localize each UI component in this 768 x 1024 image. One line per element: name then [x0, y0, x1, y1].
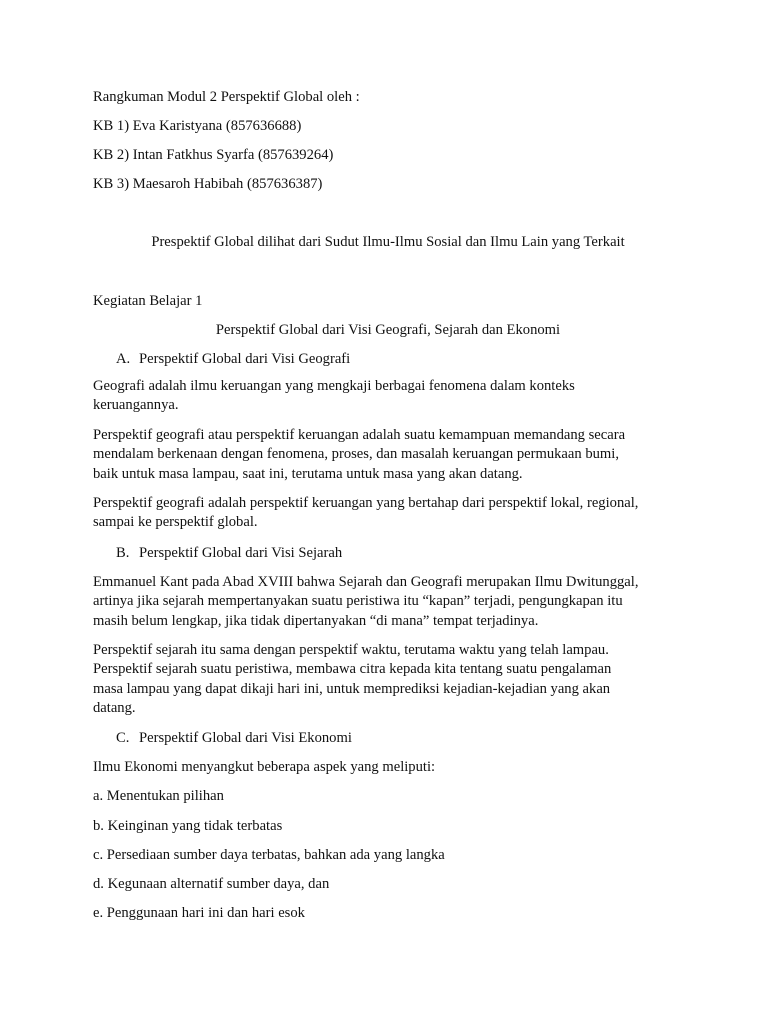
section-c-heading: [116, 728, 352, 748]
list-item: b. Keinginan yang tidak terbatas: [93, 818, 283, 834]
paragraph-line: Perspektif geografi adalah perspektif keruangan yang bertahap dari perspektif lokal, regional,: [93, 495, 639, 511]
list-item: d. Kegunaan alternatif sumber daya, dan: [93, 876, 330, 892]
paragraph-line: artinya jika sejarah mempertanyakan suatu peristiwa itu “kapan” terjadi, pengungkapan itu: [93, 593, 623, 610]
author-line-1: KB 1) Eva Karistyana (857636688): [93, 118, 302, 134]
list-item: e. Penggunaan hari ini dan hari esok: [93, 905, 305, 921]
document-header-title: Rangkuman Modul 2 Perspektif Global oleh :: [93, 89, 360, 105]
section-b-heading: [116, 543, 342, 563]
paragraph-line: Perspektif sejarah itu sama dengan perspektif waktu, terutama waktu yang telah lampau.: [93, 642, 609, 658]
paragraph-line: Geografi adalah ilmu keruangan yang mengkaji berbagai fenomena dalam konteks: [93, 378, 575, 394]
section-b-paragraph-2: [93, 641, 693, 719]
paragraph-line: masa lampau yang dapat dikaji hari ini, untuk memprediksi kejadian-kejadian yang akan: [93, 680, 611, 697]
section-a-paragraph-1: [93, 377, 693, 416]
paragraph-line: Emmanuel Kant pada Abad XVIII bahwa Sejarah dan Geografi merupakan Ilmu Dwitunggal,: [93, 574, 639, 590]
section-a-paragraph-3: [93, 494, 693, 533]
section-a-paragraph-2: [93, 426, 693, 484]
section-b-marker: B.: [116, 545, 130, 561]
section-c-title: Perspektif Global dari Visi Ekonomi: [139, 730, 352, 746]
section-c-intro: Ilmu Ekonomi menyangkut beberapa aspek yang meliputi:: [93, 759, 436, 775]
kegiatan-label: Kegiatan Belajar 1: [93, 293, 203, 309]
author-line-3: KB 3) Maesaroh Habibah (857636387): [93, 176, 323, 192]
paragraph-line: keruangannya.: [93, 397, 179, 414]
section-a-title: Perspektif Global dari Visi Geografi: [139, 351, 351, 367]
section-a-heading: [116, 349, 350, 369]
section-c-marker: C.: [116, 730, 130, 746]
list-item: a. Menentukan pilihan: [93, 788, 224, 804]
section-a-marker: A.: [116, 351, 131, 367]
kegiatan-subtitle: Perspektif Global dari Visi Geografi, Sejarah dan Ekonomi: [215, 322, 561, 338]
paragraph-line: datang.: [93, 700, 136, 717]
author-line-2: KB 2) Intan Fatkhus Syarfa (857639264): [93, 147, 334, 163]
section-b-title: Perspektif Global dari Visi Sejarah: [139, 545, 343, 561]
paragraph-line: sampai ke perspektif global.: [93, 514, 258, 531]
paragraph-line: masih belum lengkap, jika tidak dipertanyakan “di mana” tempat terjadinya.: [93, 612, 539, 629]
paragraph-line: baik untuk masa lampau, saat ini, terutama untuk masa yang akan datang.: [93, 465, 523, 482]
paragraph-line: Perspektif geografi atau perspektif keruangan adalah suatu kemampuan memandang secara: [93, 427, 626, 443]
main-title: Prespektif Global dilihat dari Sudut Ilmu-Ilmu Sosial dan Ilmu Lain yang Terkait: [151, 234, 625, 250]
paragraph-line: Perspektif sejarah suatu peristiwa, membawa citra kepada kita tentang suatu pengalaman: [93, 661, 612, 678]
paragraph-line: mendalam berkenaan dengan fenomena, proses, dan masalah keruangan permukaan bumi,: [93, 446, 619, 463]
list-item: c. Persediaan sumber daya terbatas, bahkan ada yang langka: [93, 847, 445, 863]
section-b-paragraph-1: [93, 573, 693, 631]
